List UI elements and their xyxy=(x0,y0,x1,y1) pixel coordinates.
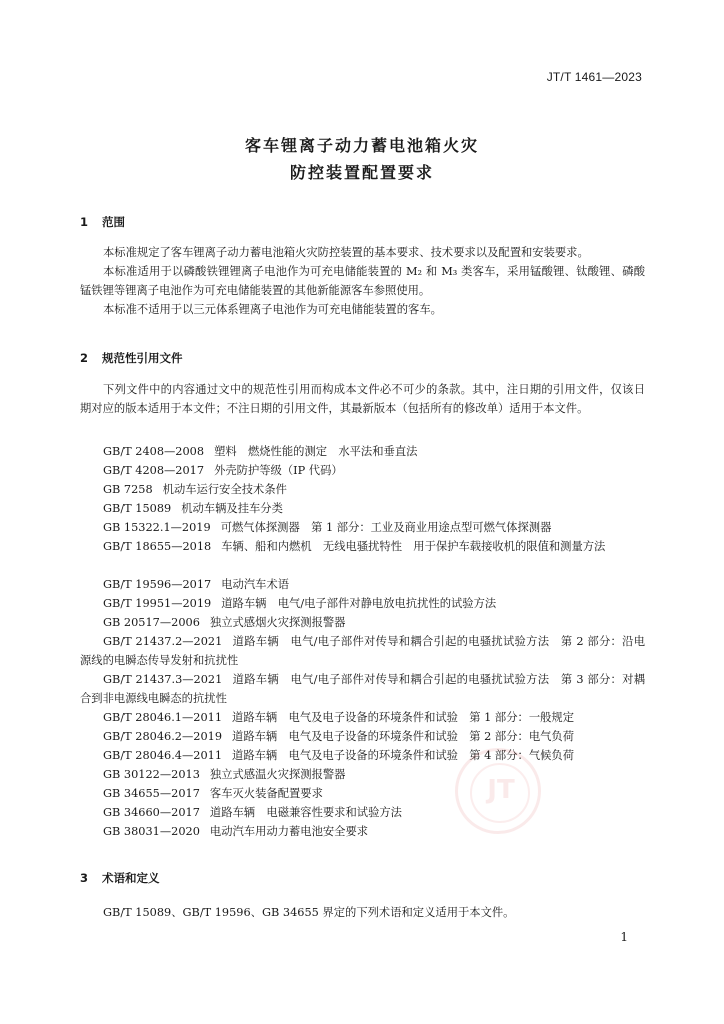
reference-title: 可燃气体探测器 第 1 部分：工业及商业用途点型可燃气体探测器 xyxy=(220,521,552,534)
reference-code: GB/T 2408—2008 xyxy=(103,445,205,458)
reference-code: GB/T 21437.2—2021 xyxy=(103,635,223,648)
page-number: 1 xyxy=(620,930,628,944)
reference-item xyxy=(80,537,645,556)
reference-code: GB 7258 xyxy=(103,483,153,496)
reference-title: 独立式感烟火灾探测报警器 xyxy=(209,616,346,629)
reference-item xyxy=(80,442,645,461)
scope-paragraph-2: 本标准适用于以磷酸铁锂锂离子电池作为可充电储能装置的 M₂ 和 M₃ 类客车，采用锰酸锂、钛酸锂、磷酸锰铁锂等锂离子电池作为可充电储能装置的其他新能源客车参照使用。 xyxy=(80,265,645,297)
reference-code: GB 20517—2006 xyxy=(103,616,200,629)
reference-item xyxy=(80,708,645,727)
section-number: 3 xyxy=(80,871,89,885)
section-number: 1 xyxy=(80,215,89,229)
reference-title: 道路车辆 电气及电子设备的环境条件和试验 第 1 部分：一般规定 xyxy=(232,711,575,724)
reference-title: 电动汽车用动力蓄电池安全要求 xyxy=(209,825,369,838)
reference-title: 道路车辆 电气/电子部件对静电放电抗扰性的试验方法 xyxy=(221,597,497,610)
section-title: 规范性引用文件 xyxy=(102,351,183,365)
reference-code: GB/T 28046.4—2011 xyxy=(103,749,223,762)
reference-title: 独立式感温火灾探测报警器 xyxy=(209,768,346,781)
scope-paragraph-3: 本标准不适用于以三元体系锂离子电池作为可充电储能装置的客车。 xyxy=(103,303,442,316)
reference-item xyxy=(80,803,645,822)
section-title: 范围 xyxy=(102,215,125,229)
reference-item xyxy=(80,518,645,537)
reference-title: 车辆、船和内燃机 无线电骚扰特性 用于保护车载接收机的限值和测量方法 xyxy=(221,540,606,553)
reference-title: 塑料 燃烧性能的测定 水平法和垂直法 xyxy=(214,445,418,458)
reference-code: GB/T 28046.1—2011 xyxy=(103,711,223,724)
reference-item xyxy=(80,784,645,803)
reference-title: 道路车辆 电气及电子设备的环境条件和试验 第 4 部分：气候负荷 xyxy=(232,749,575,762)
document-title-line1: 客车锂离子动力蓄电池箱火灾 xyxy=(244,136,479,155)
scope-paragraph-1: 本标准规定了客车锂离子动力蓄电池箱火灾防控装置的基本要求、技术要求以及配置和安装要求。 xyxy=(103,246,589,259)
reference-code: GB/T 15089 xyxy=(103,502,172,515)
reference-item xyxy=(80,461,645,480)
reference-item xyxy=(80,822,645,841)
reference-title: 外壳防护等级（IP 代码） xyxy=(214,464,343,477)
section-heading-scope xyxy=(80,214,125,230)
reference-item xyxy=(80,765,645,784)
section-title: 术语和定义 xyxy=(102,871,160,885)
reference-code: GB/T 19951—2019 xyxy=(103,597,212,610)
reference-item xyxy=(80,575,645,594)
reference-title: 机动车运行安全技术条件 xyxy=(162,483,287,496)
reference-code: GB/T 4208—2017 xyxy=(103,464,205,477)
reference-title: 道路车辆 电磁兼容性要求和试验方法 xyxy=(209,806,402,819)
reference-code: GB 34655—2017 xyxy=(103,787,200,800)
document-title-line2: 防控装置配置要求 xyxy=(289,163,434,182)
reference-item xyxy=(80,613,645,632)
reference-title: 道路车辆 电气/电子部件对传导和耦合引起的电骚扰试验方法 第 3 部分：对耦合到非电源线电瞬态的抗扰性 xyxy=(80,673,645,705)
reference-item xyxy=(80,670,645,708)
reference-code: GB 30122—2013 xyxy=(103,768,200,781)
reference-code: GB 34660—2017 xyxy=(103,806,200,819)
reference-item xyxy=(80,480,645,499)
reference-item xyxy=(80,594,645,613)
normative-intro: 下列文件中的内容通过文中的规范性引用而构成本文件必不可少的条款。其中，注日期的引用文件，仅该日期对应的版本适用于本文件；不注日期的引用文件，其最新版本（包括所有的修改单）适用于本文件。 xyxy=(80,383,645,415)
reference-title: 客车灭火装备配置要求 xyxy=(209,787,323,800)
reference-code: GB 38031—2020 xyxy=(103,825,200,838)
section-heading-terms xyxy=(80,870,160,886)
reference-item xyxy=(80,746,645,765)
section-number: 2 xyxy=(80,351,89,365)
reference-title: 机动车辆及挂车分类 xyxy=(181,502,283,515)
watermark-text: JT xyxy=(487,775,515,805)
reference-title: 道路车辆 电气/电子部件对传导和耦合引起的电骚扰试验方法 第 2 部分：沿电源线的电瞬态传导发射和抗扰性 xyxy=(80,635,645,667)
reference-title: 电动汽车术语 xyxy=(221,578,290,591)
reference-item xyxy=(80,499,645,518)
reference-title: 道路车辆 电气及电子设备的环境条件和试验 第 2 部分：电气负荷 xyxy=(232,730,575,743)
reference-code: GB/T 28046.2—2019 xyxy=(103,730,223,743)
reference-code: GB/T 19596—2017 xyxy=(103,578,212,591)
section-heading-normative-references xyxy=(80,350,183,366)
reference-code: GB/T 21437.3—2021 xyxy=(103,673,223,686)
terms-paragraph: GB/T 15089、GB/T 19596、GB 34655 界定的下列术语和定义适用于本文件。 xyxy=(103,906,515,919)
reference-item xyxy=(80,632,645,670)
reference-item xyxy=(80,727,645,746)
standard-number: JT/T 1461—2023 xyxy=(546,70,642,84)
reference-code: GB 15322.1—2019 xyxy=(103,521,211,534)
jt-watermark-seal xyxy=(455,748,541,834)
reference-code: GB/T 18655—2018 xyxy=(103,540,212,553)
